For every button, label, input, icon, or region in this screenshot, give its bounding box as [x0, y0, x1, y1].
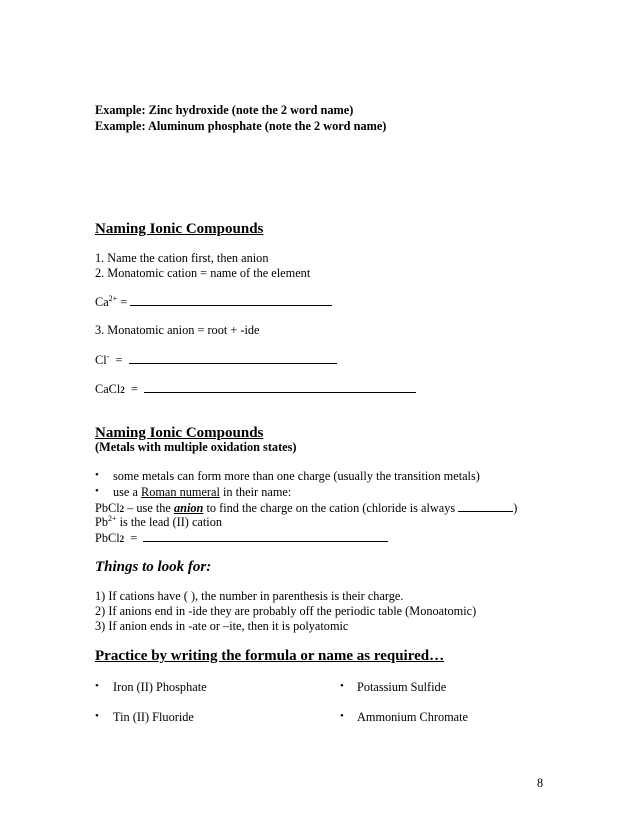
bullet-icon: •: [340, 710, 344, 722]
practice-item-potassium-sulfide: Potassium Sulfide: [357, 680, 447, 694]
cl-equals: =: [109, 353, 129, 367]
section-heading-multiple-oxidation: Naming Ionic Compounds: [95, 425, 264, 441]
section-heading-practice: Practice by writing the formula or name as required…: [95, 648, 445, 664]
practice-item-tin-fluoride: Tin (II) Fluoride: [113, 710, 194, 724]
pbcl2-close-paren: ): [513, 501, 518, 515]
section-subheading-multiple-oxidation: (Metals with multiple oxidation states): [95, 440, 297, 454]
pb-cation-text: is the lead (II) cation: [116, 515, 223, 529]
pbcl2-post-text: to find the charge on the cation (chloride is always: [203, 501, 459, 515]
bullet-icon: •: [95, 710, 99, 722]
ca-line: [95, 294, 332, 310]
pb-cation-line: [95, 515, 222, 530]
pbcl2-name-subscript: 2: [119, 534, 125, 544]
cacl2-symbol: CaCl: [95, 382, 121, 396]
chloride-charge-blank[interactable]: [458, 500, 513, 512]
ca-symbol: Ca: [95, 295, 109, 309]
look-for-item-2: 2) If anions end in -ide they are probably off the periodic table (Monoatomic): [95, 604, 477, 618]
pbcl2-name-symbol: PbCl: [95, 531, 120, 545]
practice-item-ammonium-chromate: Ammonium Chromate: [357, 710, 469, 724]
practice-item-iron-phosphate: Iron (II) Phosphate: [113, 680, 207, 694]
cl-symbol: Cl: [95, 353, 107, 367]
bullet-roman-post: in their name:: [219, 485, 292, 499]
section-heading-things-to-look-for: Things to look for:: [95, 559, 212, 575]
cacl2-line: [95, 381, 416, 397]
pbcl2-name-equals: =: [124, 531, 144, 545]
bullet-roman-numeral: [113, 485, 291, 500]
cacl2-equals: =: [124, 382, 145, 396]
pbcl2-answer-blank[interactable]: [143, 530, 388, 542]
roman-numeral-term: Roman numeral: [141, 485, 220, 499]
anion-term: anion: [173, 501, 204, 515]
cl-answer-blank[interactable]: [129, 352, 337, 364]
pbcl2-name-line: [95, 530, 388, 546]
rule-1: 1. Name the cation first, then anion: [95, 251, 269, 265]
pbcl2-subscript: 2: [119, 504, 125, 514]
ca-charge: 2+: [108, 293, 118, 303]
page-number: 8: [537, 776, 544, 790]
bullet-icon: •: [95, 680, 99, 692]
bullet-icon: •: [95, 469, 99, 481]
example-zinc-hydroxide: Example: Zinc hydroxide (note the 2 word name): [95, 103, 354, 117]
pbcl2-symbol: PbCl: [95, 501, 120, 515]
pbcl2-anion-line: [95, 500, 517, 516]
section-heading-naming-ionic: Naming Ionic Compounds: [95, 221, 264, 237]
cl-charge: -: [106, 351, 110, 361]
cacl2-subscript: 2: [120, 385, 125, 395]
cl-line: [95, 352, 337, 368]
bullet-roman-pre: use a: [113, 485, 141, 499]
bullet-multiple-charges: some metals can form more than one charge (usually the transition metals): [113, 469, 480, 483]
pb-charge: 2+: [108, 513, 117, 523]
ca-equals: =: [117, 295, 131, 309]
look-for-item-3: 3) If anion ends in -ate or –ite, then it is polyatomic: [95, 619, 349, 633]
rule-2: 2. Monatomic cation = name of the element: [95, 266, 311, 280]
cacl2-answer-blank[interactable]: [144, 381, 416, 393]
bullet-icon: •: [340, 680, 344, 692]
bullet-icon: •: [95, 485, 99, 497]
rule-3: 3. Monatomic anion = root + -ide: [95, 323, 260, 337]
pbcl2-mid-text: – use the: [124, 501, 174, 515]
example-aluminum-phosphate: Example: Aluminum phosphate (note the 2 word name): [95, 119, 387, 133]
ca-answer-blank[interactable]: [130, 294, 332, 306]
pb-symbol: Pb: [95, 515, 108, 529]
look-for-item-1: 1) If cations have ( ), the number in parenthesis is their charge.: [95, 589, 404, 603]
